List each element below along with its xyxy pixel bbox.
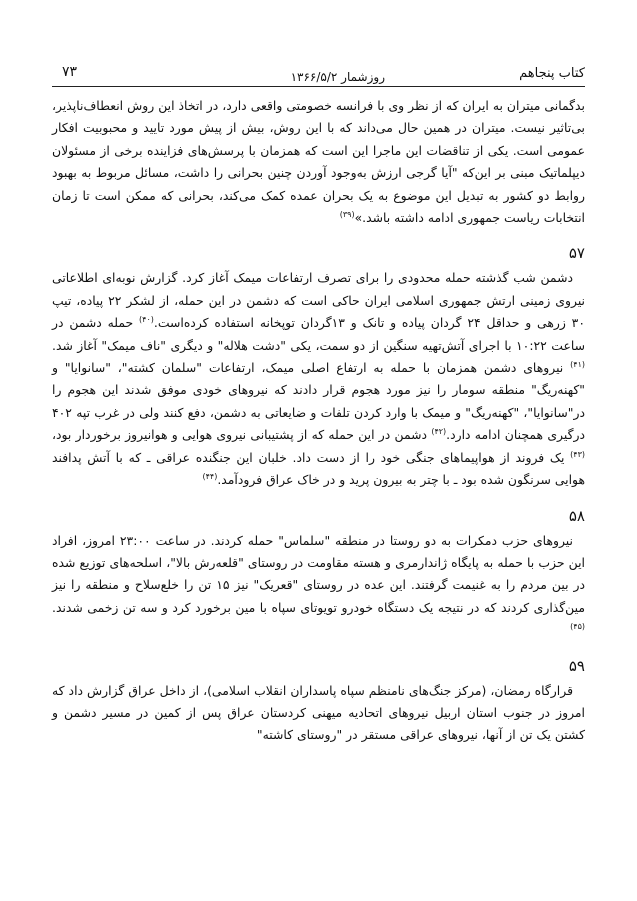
section-59-paragraph <box>52 680 585 747</box>
section-number: ۵۸ <box>568 506 585 525</box>
page-number: ۷۳ <box>62 64 78 80</box>
chronology-date: روزشمار ۱۳۶۶/۵/۲ <box>290 70 385 84</box>
paragraph-text: نیروهای حزب دمکرات به دو روستا در منطقه "سلماس" حمله کردند. در ساعت ۲۳:۰۰ امروز، افراد این حزب با حمله به پایگاه ژاندارمری و هسته مقاومت در روستای "قلعه‌رش بالا"، اسلحه‌های توزیع شده در بین مردم را به غنیمت گرفتند. این عده در روستای "قعریک" نیز ۱۵ تن را خلع‌سلاح و منطقه را نیز مین‌گذاری کردند که در نتیجه یک دستگاه خودرو تویوتای سپاه با مین برخورد کرد و سه تن زخمی شدند. <box>52 532 585 615</box>
section-number: ۵۹ <box>568 656 585 675</box>
paragraph-text: دشمن شب گذشته حمله محدودی را برای تصرف ارتفاعات میمک آغاز کرد. گزارش نوبه‌ای اطلاعاتی نیروی زمینی ارتش جمهوری اسلامی ایران حاکی است که دشمن در این حمله، از لشکر ۲۲ پیاده، تیپ ۳۰ زرهی و حداقل ۲۴ گردان پیاده و تانک و ۱۳گردان توپخانه استفاده کرده‌است. <box>52 270 586 331</box>
footnote-ref: (۴۴) <box>202 471 218 481</box>
paragraph-text: نیروهای دشمن همزمان با حمله به ارتفاع اصلی میمک، ارتفاعات "سلمان کشته"، "سانوایا" و "کهنه‌ریگ" منطقه سومار را نیز مورد هجوم قرار دادند که نیروهای خودی موفق شدند این هجوم را در"سانوایا"، "کهنه‌ریگ" و میمک با وارد کردن تلفات و ضایعاتی به دشمن، دفع کنند ولی در غرب تپه ۴۰۲ درگیری همچنان ادامه دارد. <box>52 360 585 443</box>
footnote-ref: (۴۵) <box>570 622 585 631</box>
footnote-ref: (۴۰) <box>139 315 154 325</box>
paragraph-text: یک فروند از هواپیماهای جنگی خود را از دست داد. خلبان این جنگنده عراقی ـ که با آتش پدافند هوایی سرنگون شده بود ـ با چتر به بیرون پرید و در خاک عراق فرودآمد. <box>52 449 585 488</box>
footnote-ref: (۴۱) <box>570 359 585 369</box>
paragraph-text: حمله دشمن در ساعت ۱۰:۲۲ با اجرای آتش‌تهیه سنگین از دو سمت، یکی "دشت هلاله" و دیگری "ناف میمک" آغاز شد. <box>52 315 586 353</box>
section-number: ۵۷ <box>568 244 585 263</box>
footnote-ref: (۴۳) <box>570 449 585 459</box>
footnote-ref: (۴۲) <box>431 427 447 437</box>
paragraph-text: دشمن در این حمله که از پشتیبانی نیروی هوایی و هوانیروز برخوردار بود، <box>52 427 428 443</box>
section-57-paragraph <box>52 267 585 491</box>
paragraph-text: بدگمانی میتران به ایران که از نظر وی با فرانسه خصومتی واقعی دارد، در اتخاذ این روش انعطاف‌ناپذیر، بی‌تاثیر نیست. میتران در همین حال می‌داند که با این روش، بیش از پیش مورد تایید و محبوبیت افکار عمومی است. یکی از تناقضات این ماجرا این است که همزمان با پرسش‌های فزاینده برخی از مسئولان دیپلماتیک مبنی بر این‌که "آیا گرجی ارزش به‌وجود آوردن چنین بحرانی را داشت، مسائل مربوط به بهبود روابط دو کشور به تبدیل این موضوع به یک بحران عمده کمک می‌کند، بحرانی که ممکن است تا زمان انتخابات ریاست جمهوری ادامه داشته باشد.» <box>52 98 585 226</box>
page-body <box>52 95 585 747</box>
book-title: کتاب پنجاهم <box>519 66 585 81</box>
intro-paragraph <box>52 95 585 229</box>
paragraph-text: قرارگاه رمضان، (مرکز جنگ‌های نامنظم سپاه پاسداران انقلاب اسلامی)، از داخل عراق گزارش داد که امروز در جنوب استان اربیل نیروهای اتحادیه میهنی کردستان عراق پس از کمین در مسیر دشمن و کشتن یک تن از آنها، نیروهای عراقی مستقر در "روستای کاشته" <box>52 682 585 743</box>
section-58-paragraph <box>52 530 585 642</box>
page-header <box>52 64 585 87</box>
footnote-ref: (۳۹) <box>339 209 355 219</box>
book-page <box>52 64 585 747</box>
